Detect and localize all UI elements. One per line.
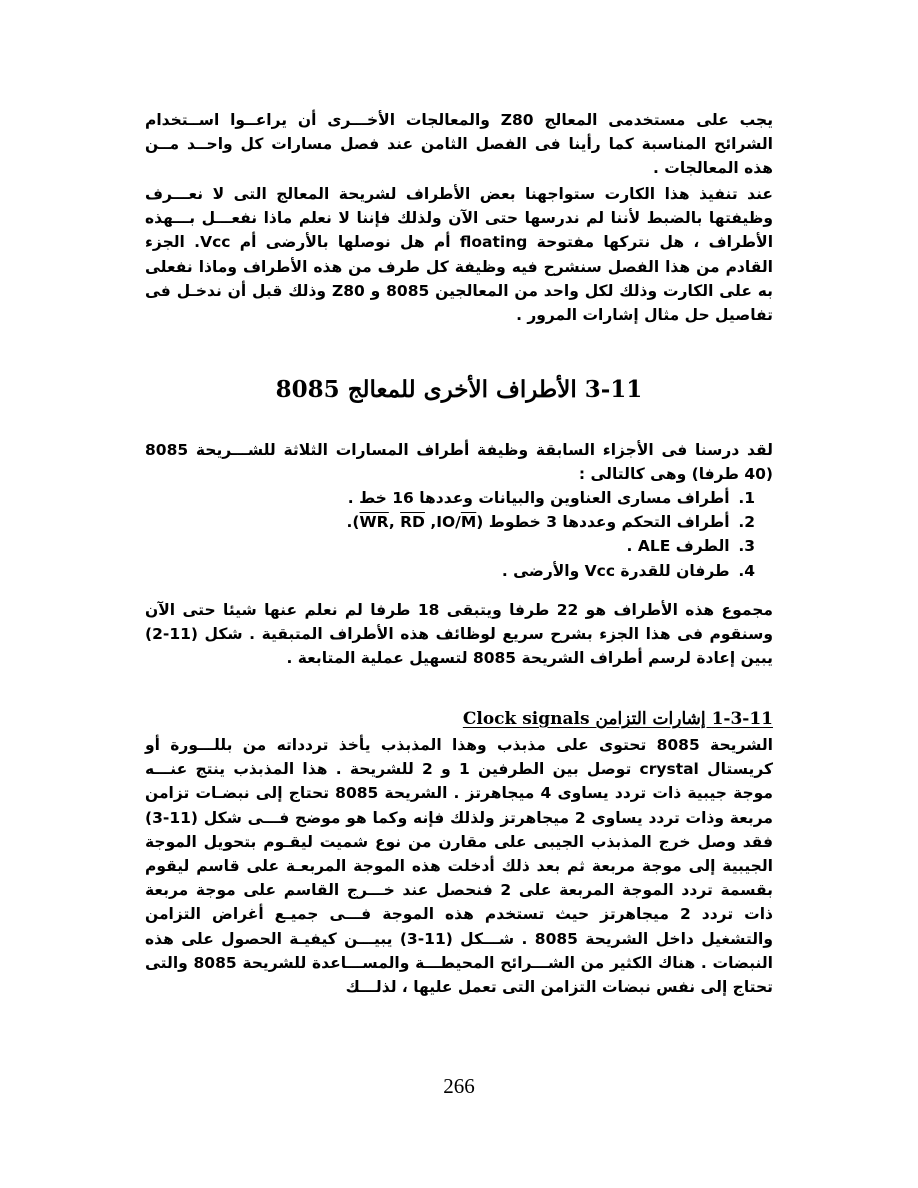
separator: ,IO/ (424, 513, 461, 532)
list-number: 4. (738, 561, 755, 580)
paragraph-text: مجموع هذه الأطراف هو 22 طرفا ويتبقى 18 طرفا لم نعلم عنها شيئا حتى الآن وسنقوم فى هذا الجزء بشرح سريع لوظائف هذه الأطراف المتبقية . شكل (11-2) يبين إعادة لرسم أطراف الشريحة 8085 لتسهيل عملية المتابعة . (145, 601, 773, 668)
list-number: 1. (738, 489, 755, 507)
separator: , (388, 513, 401, 532)
list-text-end: ). (346, 513, 360, 532)
control-signals (360, 513, 477, 531)
paragraph-text: يجب على مستخدمى المعالج Z80 والمعالجات الأخـــرى أن يراعــوا اســتخدام الشرائح المناسبة كما رأينا فى الفصل الثامن عند فصل مسارات كل واحــد مــن هذه المعالجات . (145, 111, 774, 178)
subsection-heading-text: 1-3-11 إشارات التزامن Clock signals (462, 709, 773, 729)
section-intro (145, 438, 773, 486)
intro-paragraph-2 (145, 182, 773, 327)
section-summary (145, 598, 773, 671)
list-item (145, 486, 773, 510)
list-number: 3. (738, 537, 755, 556)
clock-signals-paragraph (145, 733, 773, 999)
list-text: الطرف ALE . (626, 537, 730, 556)
wr-signal: $\overline{WR}$ (359, 513, 389, 532)
list-item (145, 510, 773, 534)
list-text: طرفان للقدرة Vcc والأرضى . (501, 561, 730, 580)
list-item (145, 559, 773, 583)
subsection-heading (145, 706, 773, 732)
page-number: 266 (443, 1074, 475, 1098)
paragraph-text: عند تنفيذ هذا الكارت ستواجهنا بعض الأطراف لشريحة المعالج التى لا نعـــرف وظيفتها بالضبط لأننا لم ندرسها حتى الآن ولذلك فإننا لا نعلم ماذا نفعـــل بـــهذه الأطراف ، هل نتركها مفتوحة floating أم هل نوصلها بالأرضى أم Vcc. الجزء القادم من هذا الفصل سنشرح فيه وظيفة كل طرف من هذه الأطراف وماذا نفعلى به على الكارت وذلك لكل واحد من المعالجين 8085 و Z80 وذلك قبل أن ندخـل فى تفاصيل حل مثال إشارات المرور . (145, 185, 774, 325)
m-signal: $\overline{M}$ (460, 513, 477, 532)
list-text: أطراف مسارى العناوين والبيانات وعددها 16 خط . (347, 489, 730, 507)
paragraph-text: لقد درسنا فى الأجزاء السابقة وظيفة أطراف المسارات الثلاثة للشـــريحة 8085 (40 طرفا) وهى كالتالى : (145, 441, 773, 484)
paragraph-text: الشريحة 8085 تحتوى على مذبذب وهذا المذبذب يأخذ تردداته من بللـــورة أو كريستال crystal توصل بين الطرفين 1 و 2 للشريحة . هذا المذبذب ينتج عنـــه موجة جيبية ذات تردد يساوى 4 ميجاهرتز . الشريحة 8085 تحتاج إلى نبضـات تزامن مربعة وذات تردد يساوى 2 ميجاهرتز ولذلك فإنه وكما هو موضح فـــى شكل (11-3) فقد وصل خرج المذبذب الجيبى على مقارن من نوع شميت ليقـوم بتحويل الموجة الجيبية إلى موجة مربعة ثم بعد ذلك أدخلت هذه الموجة المربعـة على قاسم ليقوم بقسمة تردد الموجة المربعة على 2 فنحصل عند خـــرج القاسم على موجة مربعة ذات تردد 2 ميجاهرتز حيث تستخدم هذه الموجة فـــى جميـع أغراض التزامن والتشغيل داخل الشريحة 8085 . شـــكل (11-3) يبيـــن كيفيـة الحصول على هذه النبضات . هناك الكثير من الشـــرائح المحيطـــة والمســـاعدة للشريحة 8085 والتى تحتاج إلى نفس نبضات التزامن التى تعمل عليها ، لذلـــك (145, 736, 773, 997)
list-item (145, 534, 773, 558)
list-text: أطراف التحكم وعددها 3 خطوط ( (476, 513, 730, 532)
list-number: 2. (738, 513, 755, 532)
rd-signal: $\overline{RD}$ (400, 513, 425, 532)
terminals-list (145, 486, 773, 583)
section-heading: 3-11 الأطراف الأخرى للمعالج 8085 (275, 376, 643, 403)
intro-paragraph-1 (145, 108, 773, 181)
